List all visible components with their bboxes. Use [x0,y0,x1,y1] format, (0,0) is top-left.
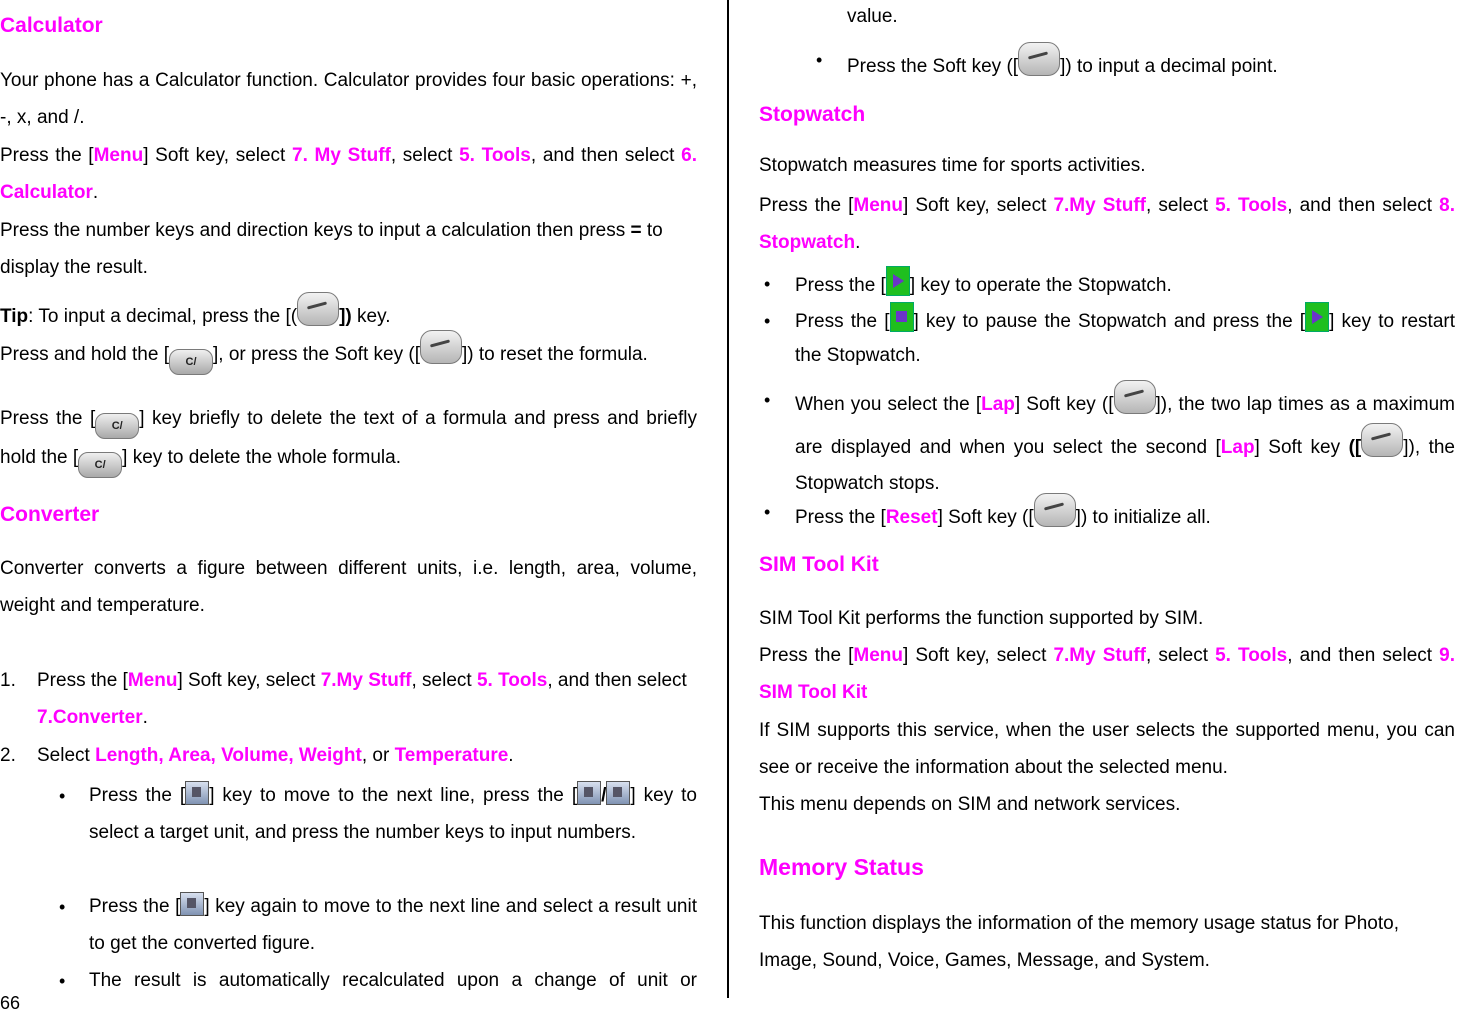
stopwatch-bullet-4: Press the [Reset] Soft key ([ ]) to initialize all. [795,493,1455,536]
bullet: • [59,971,66,991]
clear-key-icon: C/ [78,452,122,478]
converter-bullet-3-start: The result is automatically recalculated upon a change of unit or [89,970,697,991]
stopwatch-bullet-1: Press the [ ] key to operate the Stopwatch. [795,266,1455,304]
bullet: • [764,390,771,410]
soft-key-icon [420,330,462,364]
converter-step-2: Select Length, Area, Volume, Weight, or Temperature. [37,745,514,766]
bullet: • [764,274,771,294]
step-number: 2. [0,745,16,766]
soft-key-icon [297,292,339,326]
converter-bullet-4: Press the Soft key ([ ]) to input a decimal point. [847,42,1455,85]
converter-bullet-1: Press the [ ] key to move to the next line, press the [ / ] key to select a target unit, and press the number keys to input numbers. [89,777,697,851]
converter-bullet-2: Press the [ ] key again to move to the next line and select a result unit to get the converted figure. [89,888,697,962]
converter-bullet-3-end: value. [847,6,898,27]
calculator-input-instructions: Press the number keys and direction keys to input a calculation then press = to display the result. [0,220,663,278]
sim-intro: SIM Tool Kit performs the function supported by SIM. [759,608,1204,629]
stopwatch-path: Press the [Menu] Soft key, select 7.My Stuff, select 5. Tools, and then select 8. Stopwatch. [759,195,1455,253]
step-number: 1. [0,670,16,691]
stopwatch-heading: Stopwatch [759,103,866,126]
sim-note: This menu depends on SIM and network services. [759,794,1181,815]
play-key-icon [1305,302,1329,332]
calculator-reset: Press and hold the [ C/ ], or press the Soft key ([ ]) to reset the formula. [0,330,697,375]
converter-heading: Converter [0,503,100,526]
nav-key-icon [606,781,630,805]
bullet: • [59,786,66,806]
clear-key-icon: C/ [169,349,213,375]
calculator-path: Press the [Menu] Soft key, select 7. My Stuff, select 5. Tools, and then select 6. Calculator. [0,145,697,203]
stopwatch-bullet-3: When you select the [Lap] Soft key ([ ]), the two lap times as a maximum are displayed and when you select the second [Lap] Soft key ([ ]), the Stopwatch stops. [795,380,1455,502]
clear-key-icon: C/ [95,413,139,439]
soft-key-icon [1034,493,1076,527]
calculator-tip: Tip: To input a decimal, press the [( ]) key. [0,292,697,332]
soft-key-icon [1114,380,1156,414]
bullet: • [816,50,823,70]
pause-key-icon [890,302,914,332]
bullet: • [764,311,771,331]
nav-key-icon [577,781,601,805]
soft-key-icon [1361,423,1403,457]
memory-description: This function displays the information of the memory usage status for Photo, Image, Sound, Voice, Games, Message, and System. [759,913,1399,971]
page-number: 66 [0,993,21,1013]
converter-step-1: Press the [Menu] Soft key, select 7.My Stuff, select 5. Tools, and then select 7.Converter. [37,670,687,728]
nav-key-icon [180,892,204,916]
bullet: • [764,502,771,522]
soft-key-icon [1018,42,1060,76]
calculator-delete: Press the [ C/ ] key briefly to delete the text of a formula and press and briefly hold the [ C/ ] key to delete the whole formula. [0,400,697,478]
nav-key-icon [185,781,209,805]
column-divider [727,0,729,998]
play-key-icon [886,266,910,296]
calculator-heading: Calculator [0,14,103,37]
calculator-intro: Your phone has a Calculator function. Calculator provides four basic operations: +, -, x, and /. [0,70,697,128]
converter-intro: Converter converts a figure between different units, i.e. length, area, volume, weight and temperature. [0,558,697,616]
sim-description: If SIM supports this service, when the user selects the supported menu, you can see or receive the information about the selected menu. [759,720,1455,778]
bullet: • [59,897,66,917]
stopwatch-bullet-2: Press the [ ] key to pause the Stopwatch and press the [ ] key to restart the Stopwatch. [795,302,1455,373]
stopwatch-intro: Stopwatch measures time for sports activities. [759,155,1146,176]
sim-tool-kit-heading: SIM Tool Kit [759,553,879,576]
memory-status-heading: Memory Status [759,854,924,880]
sim-path: Press the [Menu] Soft key, select 7.My Stuff, select 5. Tools, and then select 9. SIM Tool Kit [759,645,1455,703]
